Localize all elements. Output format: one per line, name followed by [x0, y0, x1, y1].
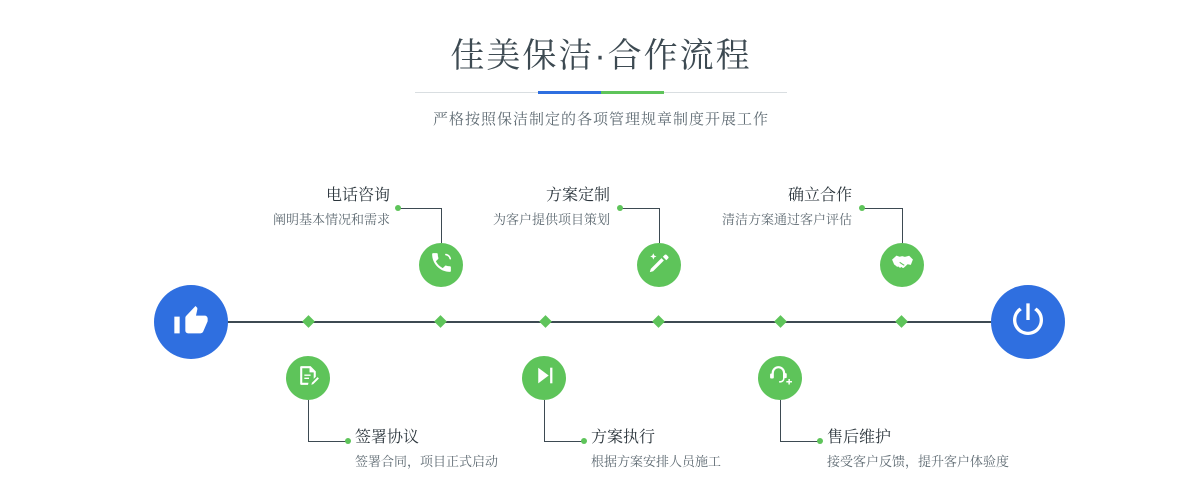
- connector-5-horizontal: [862, 208, 902, 209]
- connector-5-vertical: [902, 208, 903, 243]
- axis-marker: [302, 315, 315, 328]
- step-title-3: 方案定制: [545, 187, 610, 204]
- axis-marker: [774, 315, 787, 328]
- connector-4-horizontal: [544, 441, 584, 442]
- step-desc-2: 签署合同，项目正式启动: [355, 454, 499, 469]
- step-title-6: 售后维护: [827, 429, 892, 446]
- connector-1-dot: [395, 205, 401, 211]
- plan-pencil-icon: [647, 250, 672, 280]
- customer-service-icon: [768, 363, 793, 393]
- phone-call-icon: [429, 250, 454, 280]
- play-forward-icon: [532, 363, 557, 393]
- step-desc-4: 根据方案安排人员施工: [591, 454, 722, 469]
- power-icon: [1008, 300, 1048, 345]
- step-title-5: 确立合作: [787, 187, 852, 204]
- connector-4-dot: [581, 438, 587, 444]
- step-label-2: [355, 428, 615, 471]
- axis-marker: [539, 315, 552, 328]
- connector-3-vertical: [659, 208, 660, 243]
- step-desc-5: 清洁方案通过客户评估: [721, 212, 852, 227]
- step-label-3: [370, 186, 610, 229]
- connector-1-vertical: [441, 208, 442, 243]
- page-subtitle: 严格按照保洁制定的各项管理规章制度开展工作: [432, 111, 769, 128]
- page-header: [0, 0, 1202, 129]
- connector-2-dot: [345, 438, 351, 444]
- step-title-4: 方案执行: [591, 429, 656, 446]
- step-icon-5[interactable]: [880, 243, 924, 287]
- connector-2-horizontal: [308, 441, 348, 442]
- connector-6-vertical: [780, 400, 781, 442]
- step-title-1: 电话咨询: [325, 187, 390, 204]
- step-icon-2[interactable]: [286, 356, 330, 400]
- step-icon-4[interactable]: [522, 356, 566, 400]
- handshake-icon: [890, 250, 915, 280]
- step-label-4: [591, 428, 871, 471]
- connector-3-horizontal: [620, 208, 659, 209]
- connector-3-dot: [617, 205, 623, 211]
- step-icon-6[interactable]: [758, 356, 802, 400]
- timeline-axis: [190, 321, 1020, 323]
- page-title: 佳美保洁·合作流程: [450, 37, 752, 75]
- thumbs-up-icon: [171, 300, 211, 345]
- axis-marker: [895, 315, 908, 328]
- connector-1-horizontal: [398, 208, 441, 209]
- connector-4-vertical: [544, 400, 545, 442]
- connector-2-vertical: [308, 400, 309, 442]
- axis-marker: [434, 315, 447, 328]
- step-desc-1: 阐明基本情况和需求: [272, 212, 390, 227]
- step-label-5: [610, 186, 852, 229]
- step-label-6: [827, 428, 1127, 471]
- step-title-2: 签署协议: [355, 429, 420, 446]
- step-icon-3[interactable]: [637, 243, 681, 287]
- step-label-1: [150, 186, 390, 229]
- connector-5-dot: [859, 205, 865, 211]
- step-desc-6: 接受客户反馈，提升客户体验度: [827, 454, 1010, 469]
- axis-marker: [652, 315, 665, 328]
- divider-segment-blue: [538, 91, 601, 94]
- end-endpoint[interactable]: [991, 285, 1065, 359]
- step-desc-3: 为客户提供项目策划: [492, 212, 610, 227]
- connector-6-horizontal: [780, 441, 820, 442]
- start-endpoint[interactable]: [154, 285, 228, 359]
- step-icon-1[interactable]: [419, 243, 463, 287]
- connector-6-dot: [817, 438, 823, 444]
- divider-segment-green: [601, 91, 664, 94]
- contract-edit-icon: [296, 363, 321, 393]
- title-divider: [415, 91, 787, 94]
- divider-accent: [538, 91, 664, 94]
